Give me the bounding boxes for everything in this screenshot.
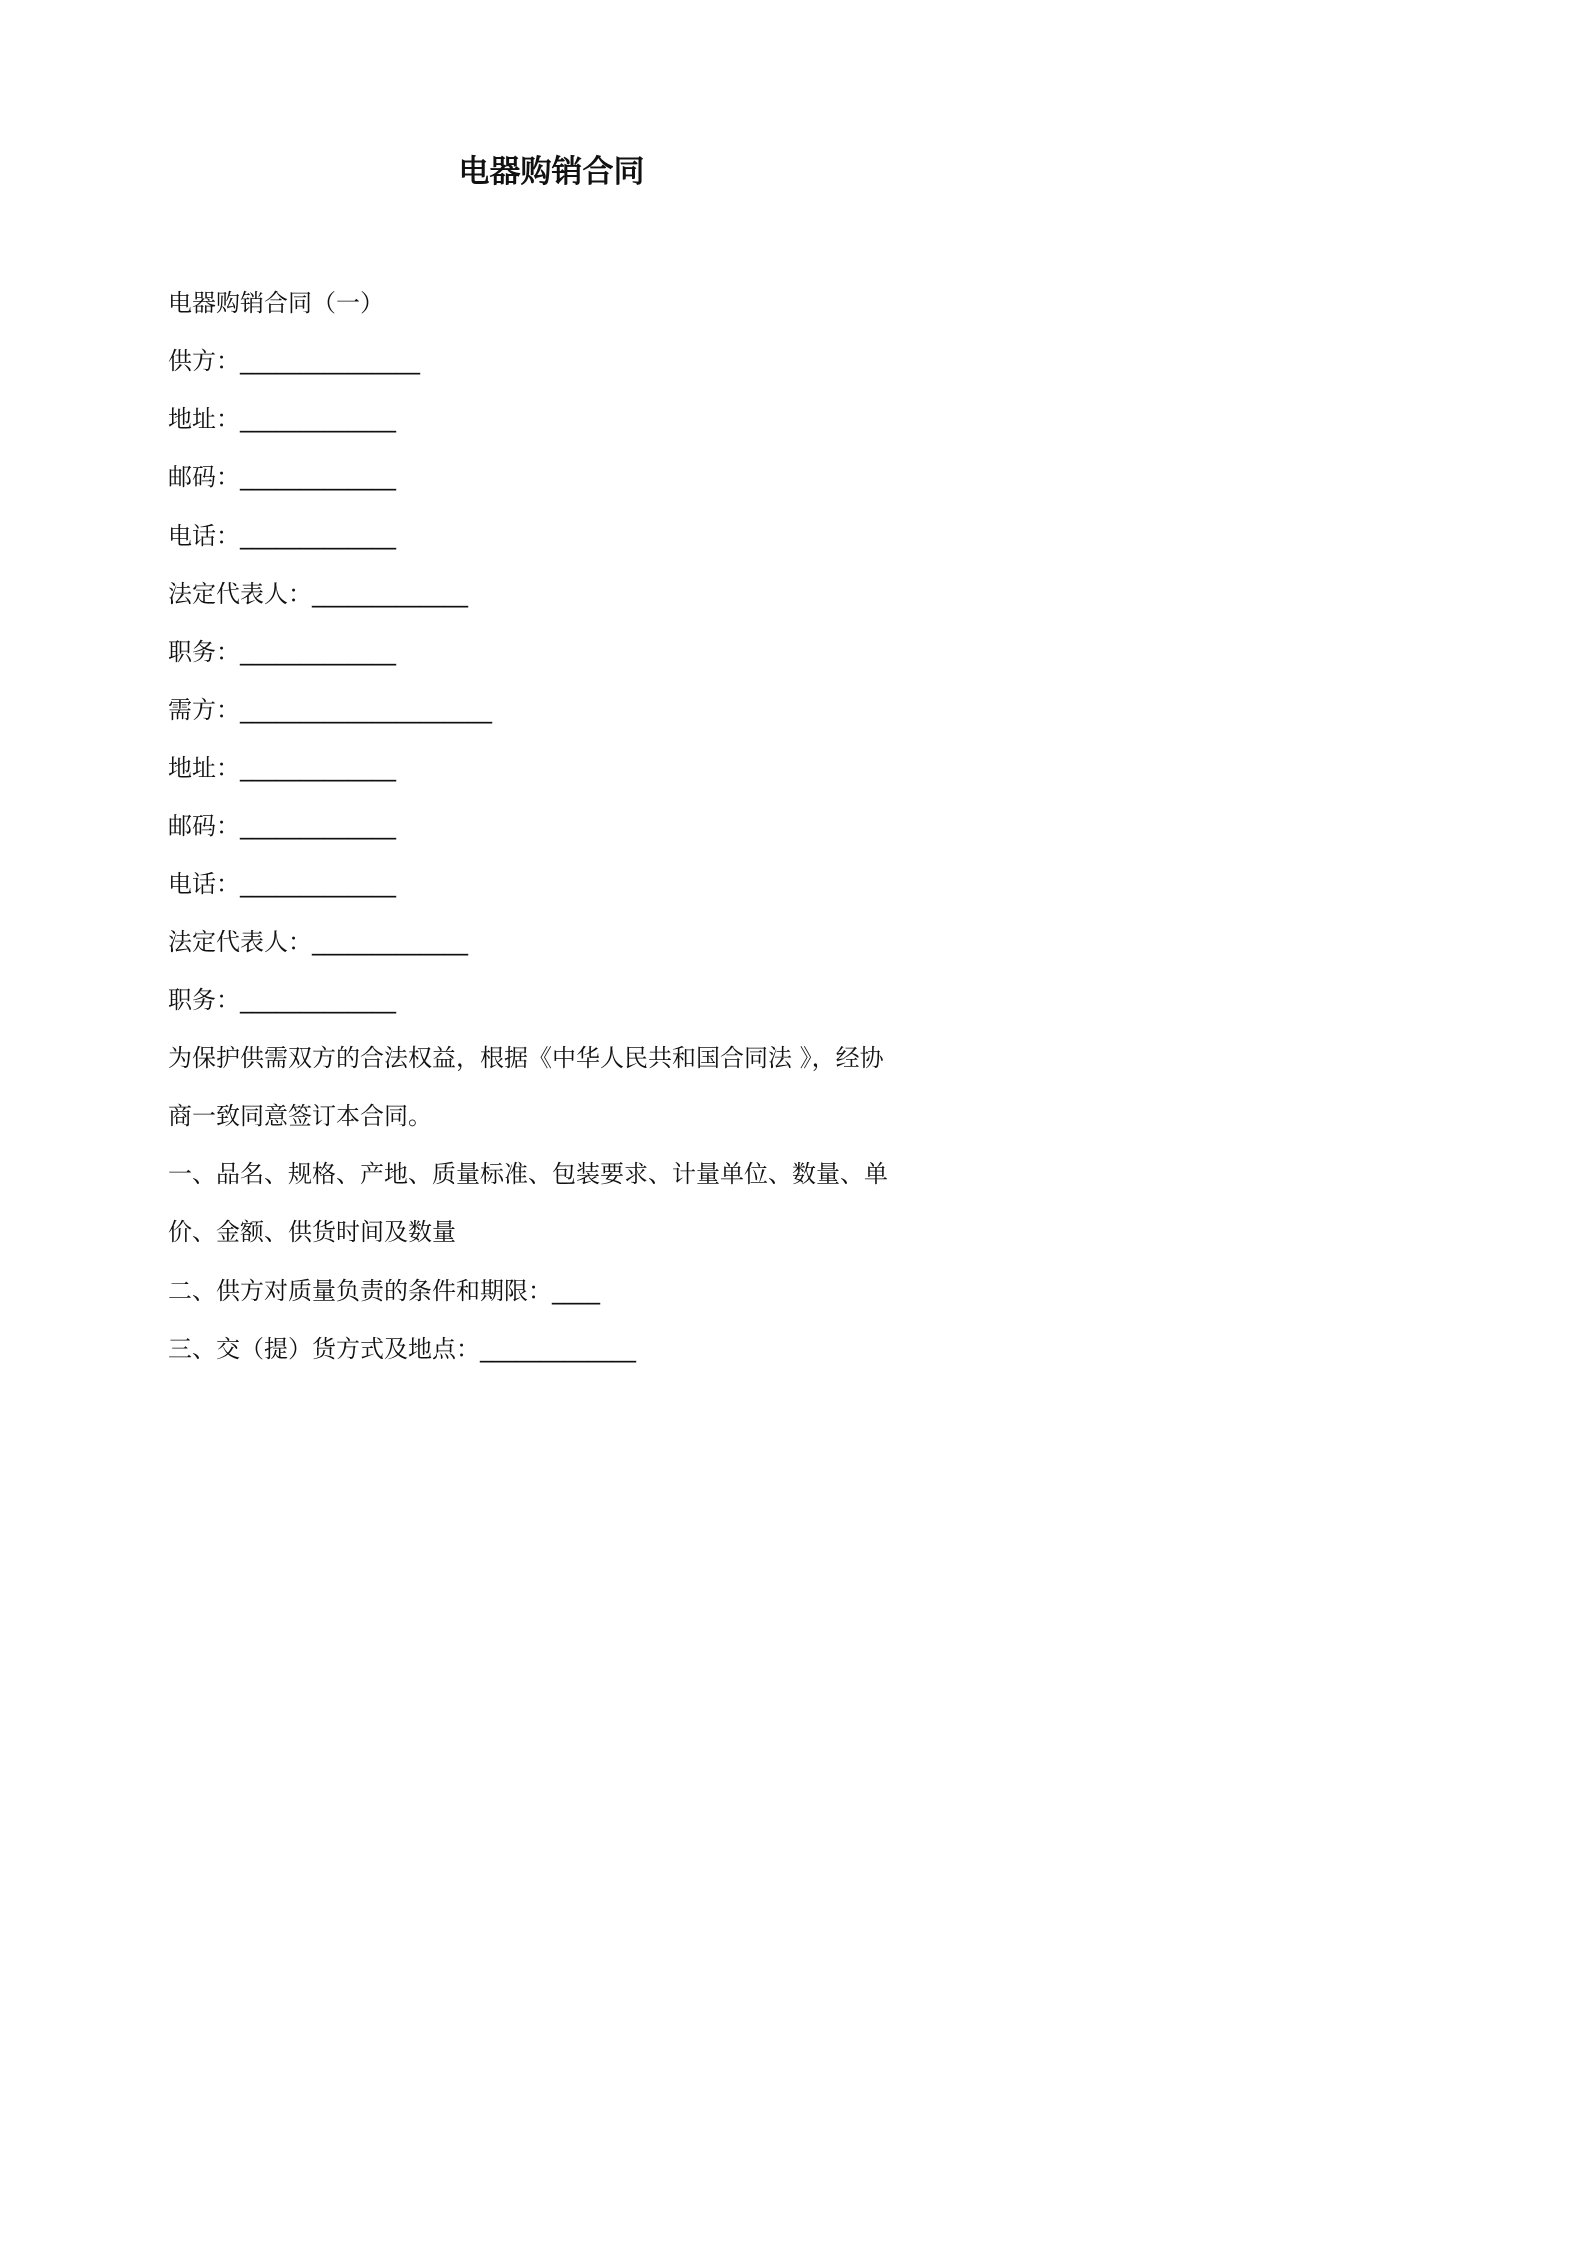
document-title: 电器购销合同: [458, 154, 645, 190]
supplier-name-field: 供方：_______________: [168, 347, 420, 375]
contract-subtitle: 电器购销合同（一）: [168, 289, 384, 317]
buyer-address-field: 地址：_____________: [168, 754, 396, 782]
buyer-phone-field: 电话：_____________: [168, 870, 396, 898]
supplier-postcode-field: 邮码：_____________: [168, 463, 396, 491]
supplier-phone-field: 电话：_____________: [168, 522, 396, 550]
supplier-legal-rep-field: 法定代表人：_____________: [168, 580, 468, 608]
buyer-postcode-field: 邮码：_____________: [168, 812, 396, 840]
clause-1-line-1: 一、品名、规格、产地、质量标准、包装要求、计量单位、数量、单: [168, 1160, 888, 1188]
clause-1-line-2: 价、金额、供货时间及数量: [168, 1218, 456, 1246]
preamble-line-1: 为保护供需双方的合法权益，根据《中华人民共和国合同法 》，经协: [168, 1044, 884, 1072]
preamble-line-2: 商一致同意签订本合同。: [168, 1102, 432, 1130]
document-page: [0, 0, 1103, 1561]
buyer-legal-rep-field: 法定代表人：_____________: [168, 928, 468, 956]
supplier-address-field: 地址：_____________: [168, 405, 396, 433]
clause-2: 二、供方对质量负责的条件和期限：____: [168, 1277, 600, 1305]
clause-3: 三、交（提）货方式及地点：_____________: [168, 1335, 636, 1363]
buyer-name-field: 需方：_____________________: [168, 696, 492, 724]
buyer-position-field: 职务：_____________: [168, 986, 396, 1014]
supplier-position-field: 职务：_____________: [168, 638, 396, 666]
